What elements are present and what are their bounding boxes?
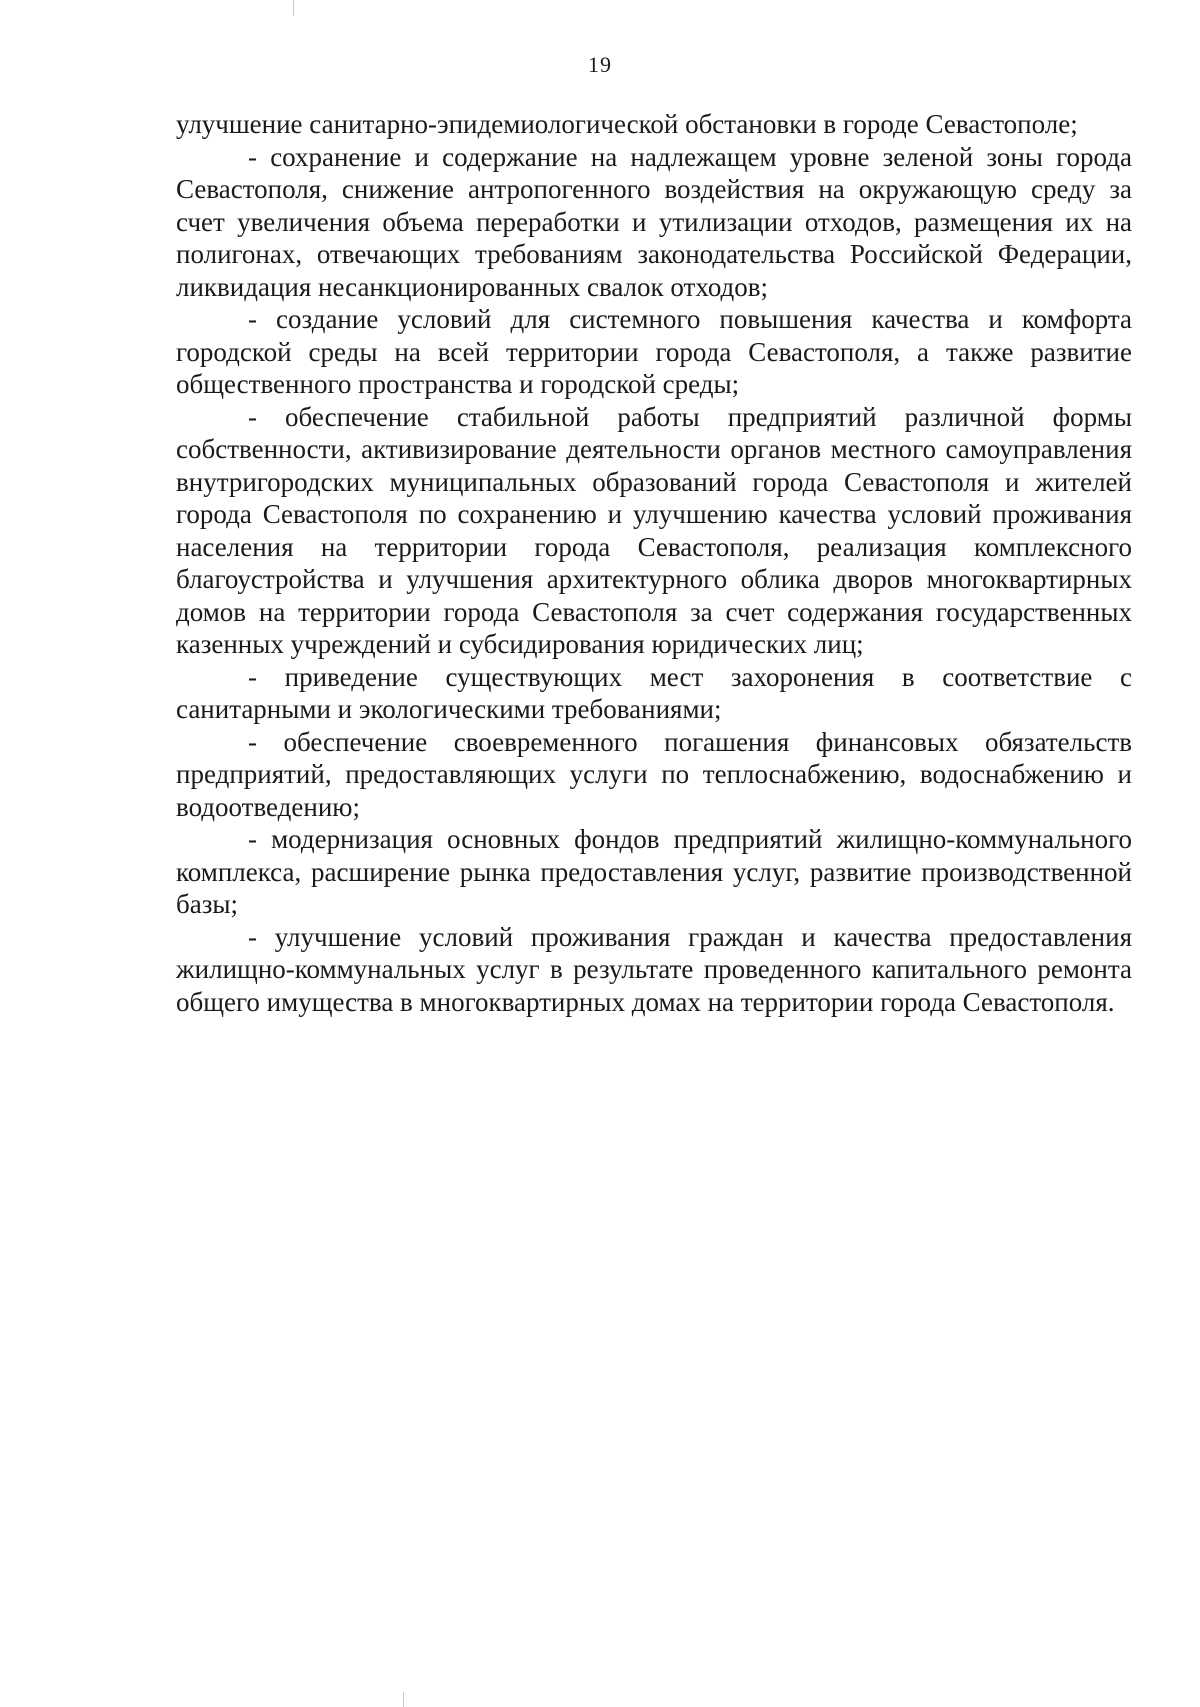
paragraph-sanitary: улучшение санитарно-эпидемиологической обстановки в городе Севастополе;: [176, 109, 1078, 139]
paragraph-enterprise-stability: - обеспечение стабильной работы предприятий различной формы собственности, активизирование деятельности органов местного самоуправления внутригородских муниципальных образований города Севастополя и жителей города Севастополя по сохранению и улучшению качества условий проживания населения на территории города Севастополя, реализация комплексного благоустройства и улучшения архитектурного облика дворов многоквартирных домов на территории города Севастополя за счет содержания государственных казенных учреждений и субсидирования юридических лиц;: [176, 401, 1132, 659]
page-number: 19: [588, 52, 612, 77]
paragraph-modernization: - модернизация основных фондов предприятий жилищно-коммунального комплекса, расширение рынка предоставления услуг, развитие производственной базы;: [176, 824, 1132, 919]
document-body: [176, 108, 1132, 1018]
paragraph-living-conditions: - улучшение условий проживания граждан и качества предоставления жилищно-коммунальных услуг в результате проведенного капитального ремонта общего имущества в многоквартирных домах на территории города Севастополя.: [176, 921, 1132, 1017]
scan-edge-mark: [403, 1692, 404, 1707]
scan-edge-mark: [293, 0, 294, 16]
paragraph-green-zone: - сохранение и содержание на надлежащем уровне зеленой зоны города Севастополя, снижение антропогенного воздействия на окружающую среду за счет увеличения объема переработки и утилизации отходов, размещения их на полигонах, отвечающих требованиям законодательства Российской Федерации, ликвидация несанкционированных свалок отходов;: [176, 141, 1132, 302]
paragraph-urban-environment: - создание условий для системного повышения качества и комфорта городской среды на всей территории города Севастополя, а также развитие общественного пространства и городской среды;: [176, 304, 1132, 399]
paragraph-financial-obligations: - обеспечение своевременного погашения финансовых обязательств предприятий, предоставляющих услуги по теплоснабжению, водоснабжению и водоотведению;: [176, 726, 1132, 822]
paragraph-burial-sites: - приведение существующих мест захоронения в соответствие с санитарными и экологическими требованиями;: [176, 661, 1132, 724]
